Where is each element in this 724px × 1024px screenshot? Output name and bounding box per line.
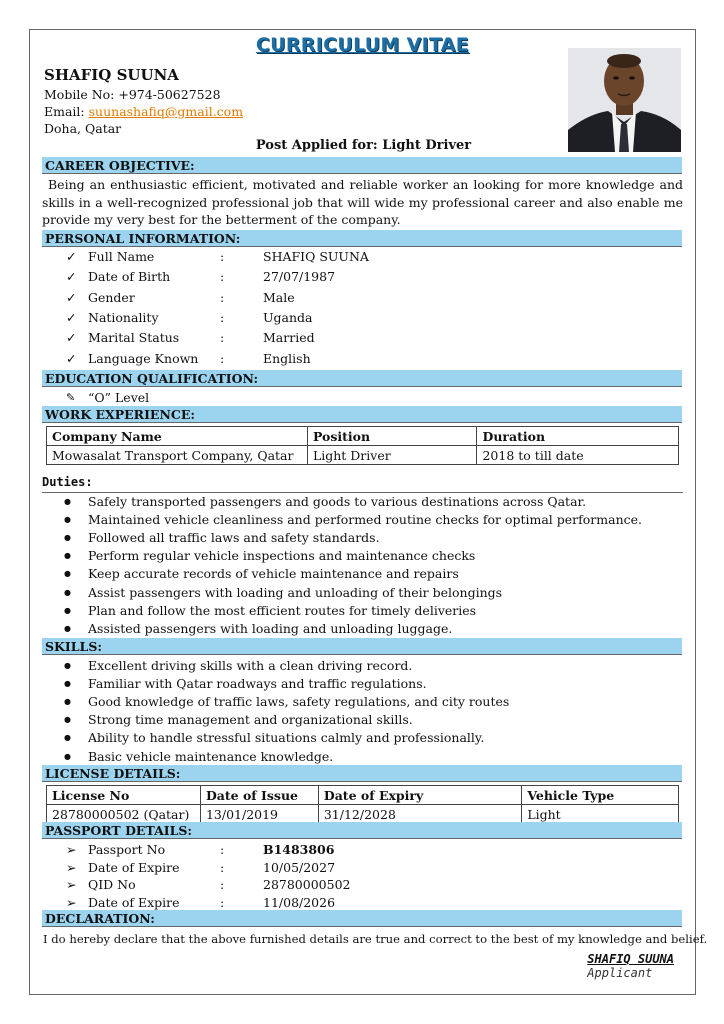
field-value: B1483806 <box>263 842 335 857</box>
signature-role: Applicant <box>587 966 653 980</box>
personal-info-row <box>30 310 697 328</box>
declaration-text: I do hereby declare that the above furnished details are true and correct to the best of my knowledge and belief. <box>43 932 708 946</box>
applicant-name: SHAFIQ SUUNA <box>44 66 179 84</box>
bullet-icon: ● <box>64 733 71 743</box>
work-experience-table <box>46 426 679 465</box>
signature-block <box>587 952 674 980</box>
check-icon: ✓ <box>66 330 77 346</box>
column-header: Duration <box>477 427 679 446</box>
section-education: EDUCATION QUALIFICATION: <box>42 370 682 387</box>
bullet-icon: ● <box>64 497 71 506</box>
list-item <box>30 621 697 638</box>
column-header: License No <box>47 786 201 805</box>
list-item-text: Safely transported passengers and goods to various destinations across Qatar. <box>88 494 587 509</box>
field-value: English <box>263 350 311 366</box>
bullet-icon: ● <box>64 551 71 561</box>
section-passport-details: PASSPORT DETAILS: <box>42 822 682 839</box>
mobile-number: Mobile No: +974-50627528 <box>44 87 221 102</box>
bullet-icon: ● <box>64 605 71 615</box>
list-item-text: Keep accurate records of vehicle maintenance and repairs <box>88 566 459 582</box>
list-item-text: Perform regular vehicle inspections and maintenance checks <box>88 548 476 564</box>
field-value: 27/07/1987 <box>263 269 336 285</box>
education-text: “O” Level <box>88 390 150 405</box>
field-value: Uganda <box>263 309 313 325</box>
table-cell: 28780000502 (Qatar) <box>47 805 201 824</box>
list-item <box>30 694 697 711</box>
list-item <box>30 566 697 583</box>
personal-info-row <box>30 249 697 267</box>
table-cell: Light Driver <box>307 446 477 465</box>
table-row <box>47 805 679 824</box>
section-work-experience: WORK EXPERIENCE: <box>42 406 682 423</box>
list-item-text: Plan and follow the most efficient routes for timely deliveries <box>88 602 477 618</box>
email-link[interactable]: suunashafiq@gmail.com <box>88 104 244 119</box>
field-value: Male <box>263 289 295 305</box>
list-item <box>30 658 697 675</box>
arrow-bullet-icon: ➢ <box>66 842 77 857</box>
table-cell: Light <box>522 805 679 824</box>
list-item <box>30 676 697 693</box>
column-header: Date of Issue <box>200 786 318 805</box>
check-icon: ✓ <box>66 269 77 285</box>
field-colon: : <box>220 859 225 875</box>
bullet-icon: ● <box>64 587 71 597</box>
bullet-icon: ● <box>64 515 71 525</box>
field-label: Marital Status <box>88 330 180 346</box>
field-value: 28780000502 <box>263 877 351 892</box>
field-label: Passport No <box>88 842 166 857</box>
field-colon: : <box>220 289 225 305</box>
passport-row <box>30 895 697 912</box>
document-title: CURRICULUM VITAE <box>255 34 470 56</box>
bullet-icon: ● <box>64 679 71 689</box>
email-line <box>44 104 243 119</box>
column-header: Date of Expiry <box>318 786 521 805</box>
list-item <box>30 585 697 602</box>
list-item-text: Maintained vehicle cleanliness and performed routine checks for optimal performance. <box>88 512 642 528</box>
section-declaration: DECLARATION: <box>42 910 682 927</box>
field-label: Date of Birth <box>88 269 171 285</box>
field-colon: : <box>220 269 225 285</box>
writing-hand-icon: ✎ <box>66 391 76 404</box>
list-item-text: Assist passengers with loading and unloading of their belongings <box>88 584 503 600</box>
table-header-row <box>47 786 679 805</box>
passport-row <box>30 877 697 894</box>
check-icon: ✓ <box>66 309 77 325</box>
table-row <box>47 446 679 465</box>
signature-name: SHAFIQ SUUNA <box>587 952 674 966</box>
list-item <box>30 603 697 620</box>
section-license-details: LICENSE DETAILS: <box>42 765 682 782</box>
list-item-text: Strong time management and organizational skills. <box>88 712 413 728</box>
field-label: Gender <box>88 289 135 305</box>
list-item-text: Followed all traffic laws and safety standards. <box>88 530 380 546</box>
check-icon: ✓ <box>66 249 77 264</box>
personal-info-row <box>30 290 697 308</box>
check-icon: ✓ <box>66 350 77 366</box>
field-label: QID No <box>88 877 136 892</box>
arrow-bullet-icon: ➢ <box>66 859 77 875</box>
list-item <box>30 530 697 547</box>
list-item-text: Familiar with Qatar roadways and traffic regulations. <box>88 676 427 692</box>
field-label: Nationality <box>88 309 159 325</box>
list-item <box>30 749 697 766</box>
post-applied: Post Applied for: Light Driver <box>255 138 472 153</box>
location: Doha, Qatar <box>44 121 122 136</box>
list-item-text: Basic vehicle maintenance knowledge. <box>88 748 334 764</box>
passport-row <box>30 842 697 859</box>
field-colon: : <box>220 330 225 346</box>
section-skills: SKILLS: <box>42 638 682 655</box>
list-item-text: Good knowledge of traffic laws, safety regulations, and city routes <box>88 694 510 710</box>
field-colon: : <box>220 842 225 857</box>
bullet-icon: ● <box>64 697 71 707</box>
field-label: Date of Expire <box>88 894 180 910</box>
passport-row <box>30 860 697 877</box>
table-cell: 31/12/2028 <box>318 805 521 824</box>
bullet-icon: ● <box>64 623 71 633</box>
bullet-icon: ● <box>64 715 71 725</box>
list-item <box>30 494 697 511</box>
bullet-icon: ● <box>64 569 71 579</box>
section-career-objective: CAREER OBJECTIVE: <box>42 157 682 174</box>
arrow-bullet-icon: ➢ <box>66 877 77 892</box>
cv-page <box>29 29 708 995</box>
field-label: Language Known <box>88 350 199 366</box>
list-item-text: Excellent driving skills with a clean driving record. <box>88 658 413 673</box>
list-item <box>30 512 697 529</box>
applicant-photo <box>568 48 681 152</box>
personal-info-row <box>30 330 697 348</box>
field-value: SHAFIQ SUUNA <box>263 249 369 264</box>
table-cell: Mowasalat Transport Company, Qatar <box>47 446 308 465</box>
field-colon: : <box>220 877 225 892</box>
list-item <box>30 712 697 729</box>
field-value: 11/08/2026 <box>263 894 336 910</box>
career-objective-text: Being an enthusiastic efficient, motivated and reliable worker an looking for more knowledge and skills in a well-recognized professional job that will wide my professional career and also enable me provide my very best for the betterment of the company. <box>42 177 683 227</box>
list-item-text: Ability to handle stressful situations calmly and professionally. <box>88 730 485 746</box>
bullet-icon: ● <box>64 661 71 670</box>
section-personal-information: PERSONAL INFORMATION: <box>42 230 682 247</box>
table-cell: 13/01/2019 <box>200 805 318 824</box>
arrow-bullet-icon: ➢ <box>66 894 77 910</box>
list-item <box>30 730 697 747</box>
bullet-icon: ● <box>64 533 71 543</box>
field-value: Married <box>263 330 315 346</box>
list-item <box>30 548 697 565</box>
bullet-icon: ● <box>64 751 71 761</box>
list-item-text: Assisted passengers with loading and unloading luggage. <box>88 620 453 636</box>
field-label: Date of Expire <box>88 859 180 875</box>
column-header: Vehicle Type <box>522 786 679 805</box>
license-table <box>46 785 679 824</box>
profile-portrait-icon <box>568 48 681 152</box>
email-label: Email: <box>44 104 89 119</box>
field-label: Full Name <box>88 249 155 264</box>
duties-heading: Duties: <box>42 475 683 493</box>
field-value: 10/05/2027 <box>263 859 336 875</box>
field-colon: : <box>220 894 225 910</box>
table-cell: 2018 to till date <box>477 446 679 465</box>
column-header: Company Name <box>47 427 308 446</box>
field-colon: : <box>220 309 225 325</box>
personal-info-row <box>30 269 697 287</box>
check-icon: ✓ <box>66 289 77 305</box>
column-header: Position <box>307 427 477 446</box>
field-colon: : <box>220 249 225 264</box>
table-header-row <box>47 427 679 446</box>
personal-info-row <box>30 351 697 369</box>
field-colon: : <box>220 350 225 366</box>
